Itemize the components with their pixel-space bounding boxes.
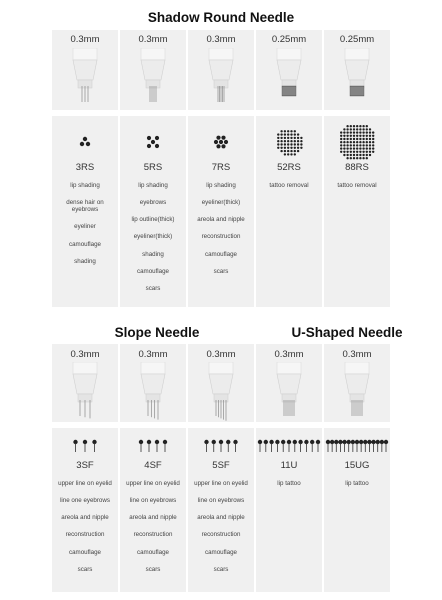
use-item: scars bbox=[77, 565, 93, 573]
use-list bbox=[326, 480, 388, 497]
use-item: camouflage bbox=[69, 548, 101, 556]
u-shaped-needle-title: U-Shaped Needle bbox=[291, 325, 403, 340]
needle-cartridge-icon bbox=[269, 48, 309, 108]
use-item: camouflage bbox=[137, 548, 169, 556]
use-item: areola and nipple bbox=[197, 514, 245, 522]
use-item: eyeliner(thick) bbox=[201, 199, 241, 207]
use-list bbox=[122, 182, 184, 302]
use-list bbox=[54, 480, 116, 583]
use-list bbox=[326, 182, 388, 199]
needle-diameter: 0.3mm bbox=[274, 349, 304, 360]
use-item: tattoo removal bbox=[269, 182, 309, 189]
needle-diameter: 0.3mm bbox=[342, 349, 372, 360]
needle-grouping-icon bbox=[138, 438, 168, 454]
section-divider bbox=[52, 110, 118, 116]
needle-code: 5SF bbox=[212, 460, 230, 471]
needle-cartridge-icon bbox=[337, 362, 377, 422]
use-list bbox=[258, 182, 320, 199]
use-list bbox=[258, 480, 320, 497]
needle-code: 52RS bbox=[277, 162, 301, 173]
use-item: scars bbox=[213, 267, 229, 275]
use-item: shading bbox=[74, 257, 96, 265]
needle-config bbox=[73, 438, 98, 459]
needle-code: 88RS bbox=[345, 162, 369, 173]
shadow-round-panel bbox=[0, 30, 442, 307]
needle-code: 3RS bbox=[75, 162, 95, 173]
needle-grouping-icon bbox=[204, 438, 239, 454]
section-divider bbox=[256, 422, 322, 428]
needle-diameter: 0.3mm bbox=[206, 34, 236, 45]
needle-cartridge-icon bbox=[269, 362, 309, 422]
use-item: shading bbox=[142, 250, 164, 258]
cartridge-image bbox=[65, 48, 105, 113]
section-divider bbox=[188, 422, 254, 428]
cartridge-image bbox=[65, 362, 105, 427]
use-item: line on eyebrows bbox=[129, 497, 177, 505]
needle-cartridge-icon bbox=[65, 362, 105, 422]
section-divider bbox=[324, 110, 390, 116]
use-item: upper line on eyelid bbox=[126, 480, 180, 487]
use-item: scars bbox=[213, 565, 229, 573]
needle-cartridge-icon bbox=[201, 48, 241, 108]
needle-column-52rs bbox=[256, 30, 322, 307]
use-list bbox=[190, 182, 252, 285]
needle-code: 5RS bbox=[143, 162, 163, 173]
use-item: line on eyebrows bbox=[197, 497, 245, 505]
needle-column-7rs bbox=[188, 30, 254, 307]
needle-grouping-icon bbox=[335, 120, 379, 164]
needle-diameter: 0.3mm bbox=[206, 349, 236, 360]
use-item: areola and nipple bbox=[61, 514, 109, 522]
use-item: upper line on eyelid bbox=[194, 480, 248, 487]
use-item: lip outline(thick) bbox=[131, 216, 175, 224]
cartridge-image bbox=[133, 48, 173, 113]
cartridge-image bbox=[269, 362, 309, 427]
needle-grouping-icon bbox=[257, 438, 321, 454]
use-item: dense hair on eyebrows bbox=[66, 199, 104, 214]
needle-column-3sf bbox=[52, 344, 118, 592]
needle-column-4sf bbox=[120, 344, 186, 592]
needle-column-88rs bbox=[324, 30, 390, 307]
cartridge-image bbox=[337, 48, 377, 113]
needle-config bbox=[257, 438, 321, 459]
use-item: camouflage bbox=[205, 548, 237, 556]
use-item: scars bbox=[145, 284, 161, 292]
needle-grouping-icon bbox=[63, 120, 107, 164]
use-list bbox=[54, 182, 116, 275]
cartridge-image bbox=[133, 362, 173, 427]
needle-cartridge-icon bbox=[201, 362, 241, 422]
needle-config bbox=[325, 438, 389, 459]
needle-diameter: 0.25mm bbox=[271, 34, 307, 45]
use-item: reconstruction bbox=[133, 531, 173, 539]
use-item: tattoo removal bbox=[337, 182, 377, 189]
use-item: lip tattoo bbox=[277, 480, 301, 487]
needle-diameter: 0.3mm bbox=[70, 349, 100, 360]
needle-code: 3SF bbox=[76, 460, 94, 471]
use-item: lip shading bbox=[70, 182, 100, 189]
use-item: lip shading bbox=[206, 182, 236, 189]
needle-grouping-icon bbox=[73, 438, 98, 454]
cartridge-image bbox=[337, 362, 377, 427]
cartridge-image bbox=[269, 48, 309, 113]
needle-diameter: 0.3mm bbox=[138, 349, 168, 360]
needle-grouping-icon bbox=[325, 438, 389, 454]
use-item: reconstruction bbox=[201, 531, 241, 539]
needle-column-5sf bbox=[188, 344, 254, 592]
needle-column-5rs bbox=[120, 30, 186, 307]
use-item: areola and nipple bbox=[129, 514, 177, 522]
needle-code: 4SF bbox=[144, 460, 162, 471]
use-list bbox=[122, 480, 184, 583]
use-item: eyeliner bbox=[74, 223, 96, 231]
use-item: lip shading bbox=[138, 182, 168, 189]
needle-cartridge-icon bbox=[133, 362, 173, 422]
section-divider bbox=[324, 422, 390, 428]
use-item: camouflage bbox=[69, 240, 101, 248]
needle-code: 15UG bbox=[344, 460, 370, 471]
needle-config bbox=[138, 438, 168, 459]
use-item: camouflage bbox=[137, 267, 169, 275]
needle-code: 7RS bbox=[211, 162, 231, 173]
section-divider bbox=[120, 110, 186, 116]
use-item: scars bbox=[145, 565, 161, 573]
use-item: lip tattoo bbox=[345, 480, 369, 487]
use-item: upper line on eyelid bbox=[58, 480, 112, 487]
needle-diameter: 0.25mm bbox=[339, 34, 375, 45]
needle-column-11u bbox=[256, 344, 322, 592]
needle-config bbox=[204, 438, 239, 459]
needle-cartridge-icon bbox=[133, 48, 173, 108]
needle-cartridge-icon bbox=[65, 48, 105, 108]
needle-column-3rs bbox=[52, 30, 118, 307]
needle-grouping-icon bbox=[131, 120, 175, 164]
needle-diameter: 0.3mm bbox=[70, 34, 100, 45]
needle-grouping-icon bbox=[199, 120, 243, 164]
cartridge-image bbox=[201, 362, 241, 427]
use-item: areola and nipple bbox=[197, 216, 245, 224]
needle-code: 11U bbox=[280, 460, 298, 471]
use-item: camouflage bbox=[205, 250, 237, 258]
cartridge-image bbox=[201, 48, 241, 113]
section-divider bbox=[188, 110, 254, 116]
use-item: eyeliner(thick) bbox=[133, 233, 173, 241]
needle-diameter: 0.3mm bbox=[138, 34, 168, 45]
use-item: eyebrows bbox=[139, 199, 167, 207]
slope-ushape-panel bbox=[0, 344, 442, 592]
needle-grouping-icon bbox=[267, 120, 311, 164]
use-item: line one eyebrows bbox=[60, 497, 110, 505]
use-item: reconstruction bbox=[65, 531, 105, 539]
section-divider bbox=[52, 422, 118, 428]
slope-needle-title: Slope Needle bbox=[114, 325, 200, 340]
shadow-round-needle-title: Shadow Round Needle bbox=[147, 10, 295, 25]
section-divider bbox=[120, 422, 186, 428]
needle-column-15ug bbox=[324, 344, 390, 592]
section-divider bbox=[256, 110, 322, 116]
needle-cartridge-icon bbox=[337, 48, 377, 108]
use-item: reconstruction bbox=[201, 233, 241, 241]
use-list bbox=[190, 480, 252, 583]
